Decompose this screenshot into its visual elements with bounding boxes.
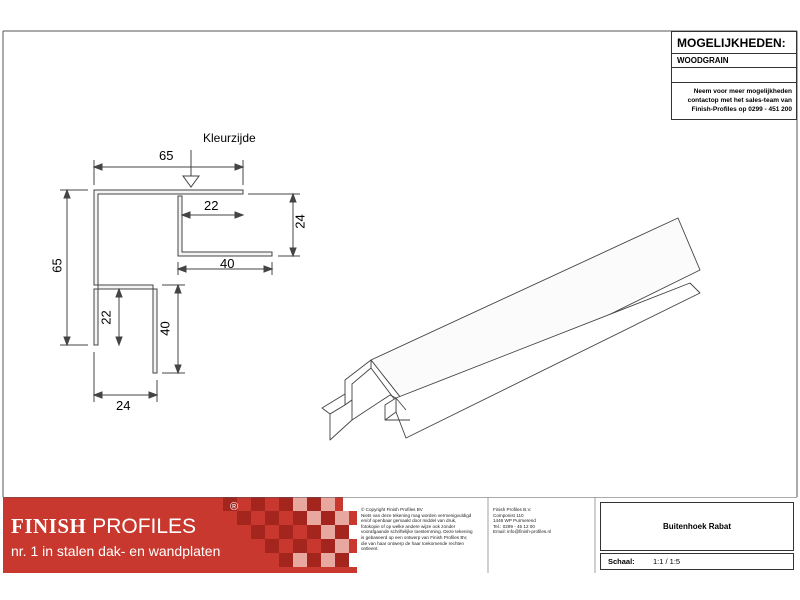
legal-line: © Copyright Finish Profiles BV xyxy=(361,507,423,512)
brand-profiles: PROFILES xyxy=(92,515,197,538)
address-line: Email: info@finish-profiles.nl xyxy=(493,529,552,535)
address-line: Componist 110 xyxy=(493,512,524,518)
legal-line: en/of openbaar gemaakt door middel van druk, xyxy=(361,518,457,524)
info-line-1: Neem voor meer mogelijkheden xyxy=(693,88,792,95)
info-line-3: Finish-Profiles op 0299 - 451 200 xyxy=(691,106,792,113)
dim-top-width: 65 xyxy=(159,148,174,163)
scale-label: Schaal: xyxy=(608,557,635,566)
dim-lower-inner: 22 xyxy=(98,310,114,325)
registered-mark: ® xyxy=(230,501,239,513)
scale-box xyxy=(600,553,794,570)
dim-upper-inner: 22 xyxy=(204,198,219,213)
address-line: 1446 WP Purmerend xyxy=(493,518,536,524)
legal-line: is gebaseerd op een ontwerp van Finish Profiles BV, xyxy=(361,534,468,540)
legal-line: die van haar ontwerp de haar toekomende rechten xyxy=(361,540,464,546)
legal-line: voorafgaande schriftelijke toestemming. Deze tekening xyxy=(361,529,473,535)
product-name: Buitenhoek Rabat xyxy=(662,522,731,531)
legal-line: Niets van deze tekening mag worden vermenigvuldigd xyxy=(361,512,472,518)
scale-value: 1:1 / 1:5 xyxy=(653,557,681,566)
color-side-label: Kleurzijde xyxy=(203,131,256,145)
address-line: Tel.: 0299 - 45 12 00 xyxy=(493,523,535,529)
brand-finish: FINISH xyxy=(11,514,87,538)
legal-line: fotokopie of op welke andere wijze ook zonder xyxy=(361,523,456,529)
dim-left-height: 65 xyxy=(49,258,65,273)
legal-line: ontleent. xyxy=(361,546,379,552)
product-name-box xyxy=(600,502,794,551)
options-title: MOGELIJKHEDEN: xyxy=(671,31,797,54)
footer-title-block xyxy=(3,497,797,597)
info-line-2: contactop met het sales-team van xyxy=(687,97,792,104)
address-line: Finish Profiles B.V. xyxy=(493,507,532,512)
option-woodgrain: WOODGRAIN xyxy=(671,53,797,68)
brand-tagline: nr. 1 in stalen dak- en wandplaten xyxy=(11,543,221,559)
dim-lower-flange-height: 40 xyxy=(157,321,173,336)
dim-upper-flange-height: 24 xyxy=(292,214,308,229)
dim-bottom-width: 24 xyxy=(116,398,131,413)
dim-upper-flange-width: 40 xyxy=(220,256,235,271)
